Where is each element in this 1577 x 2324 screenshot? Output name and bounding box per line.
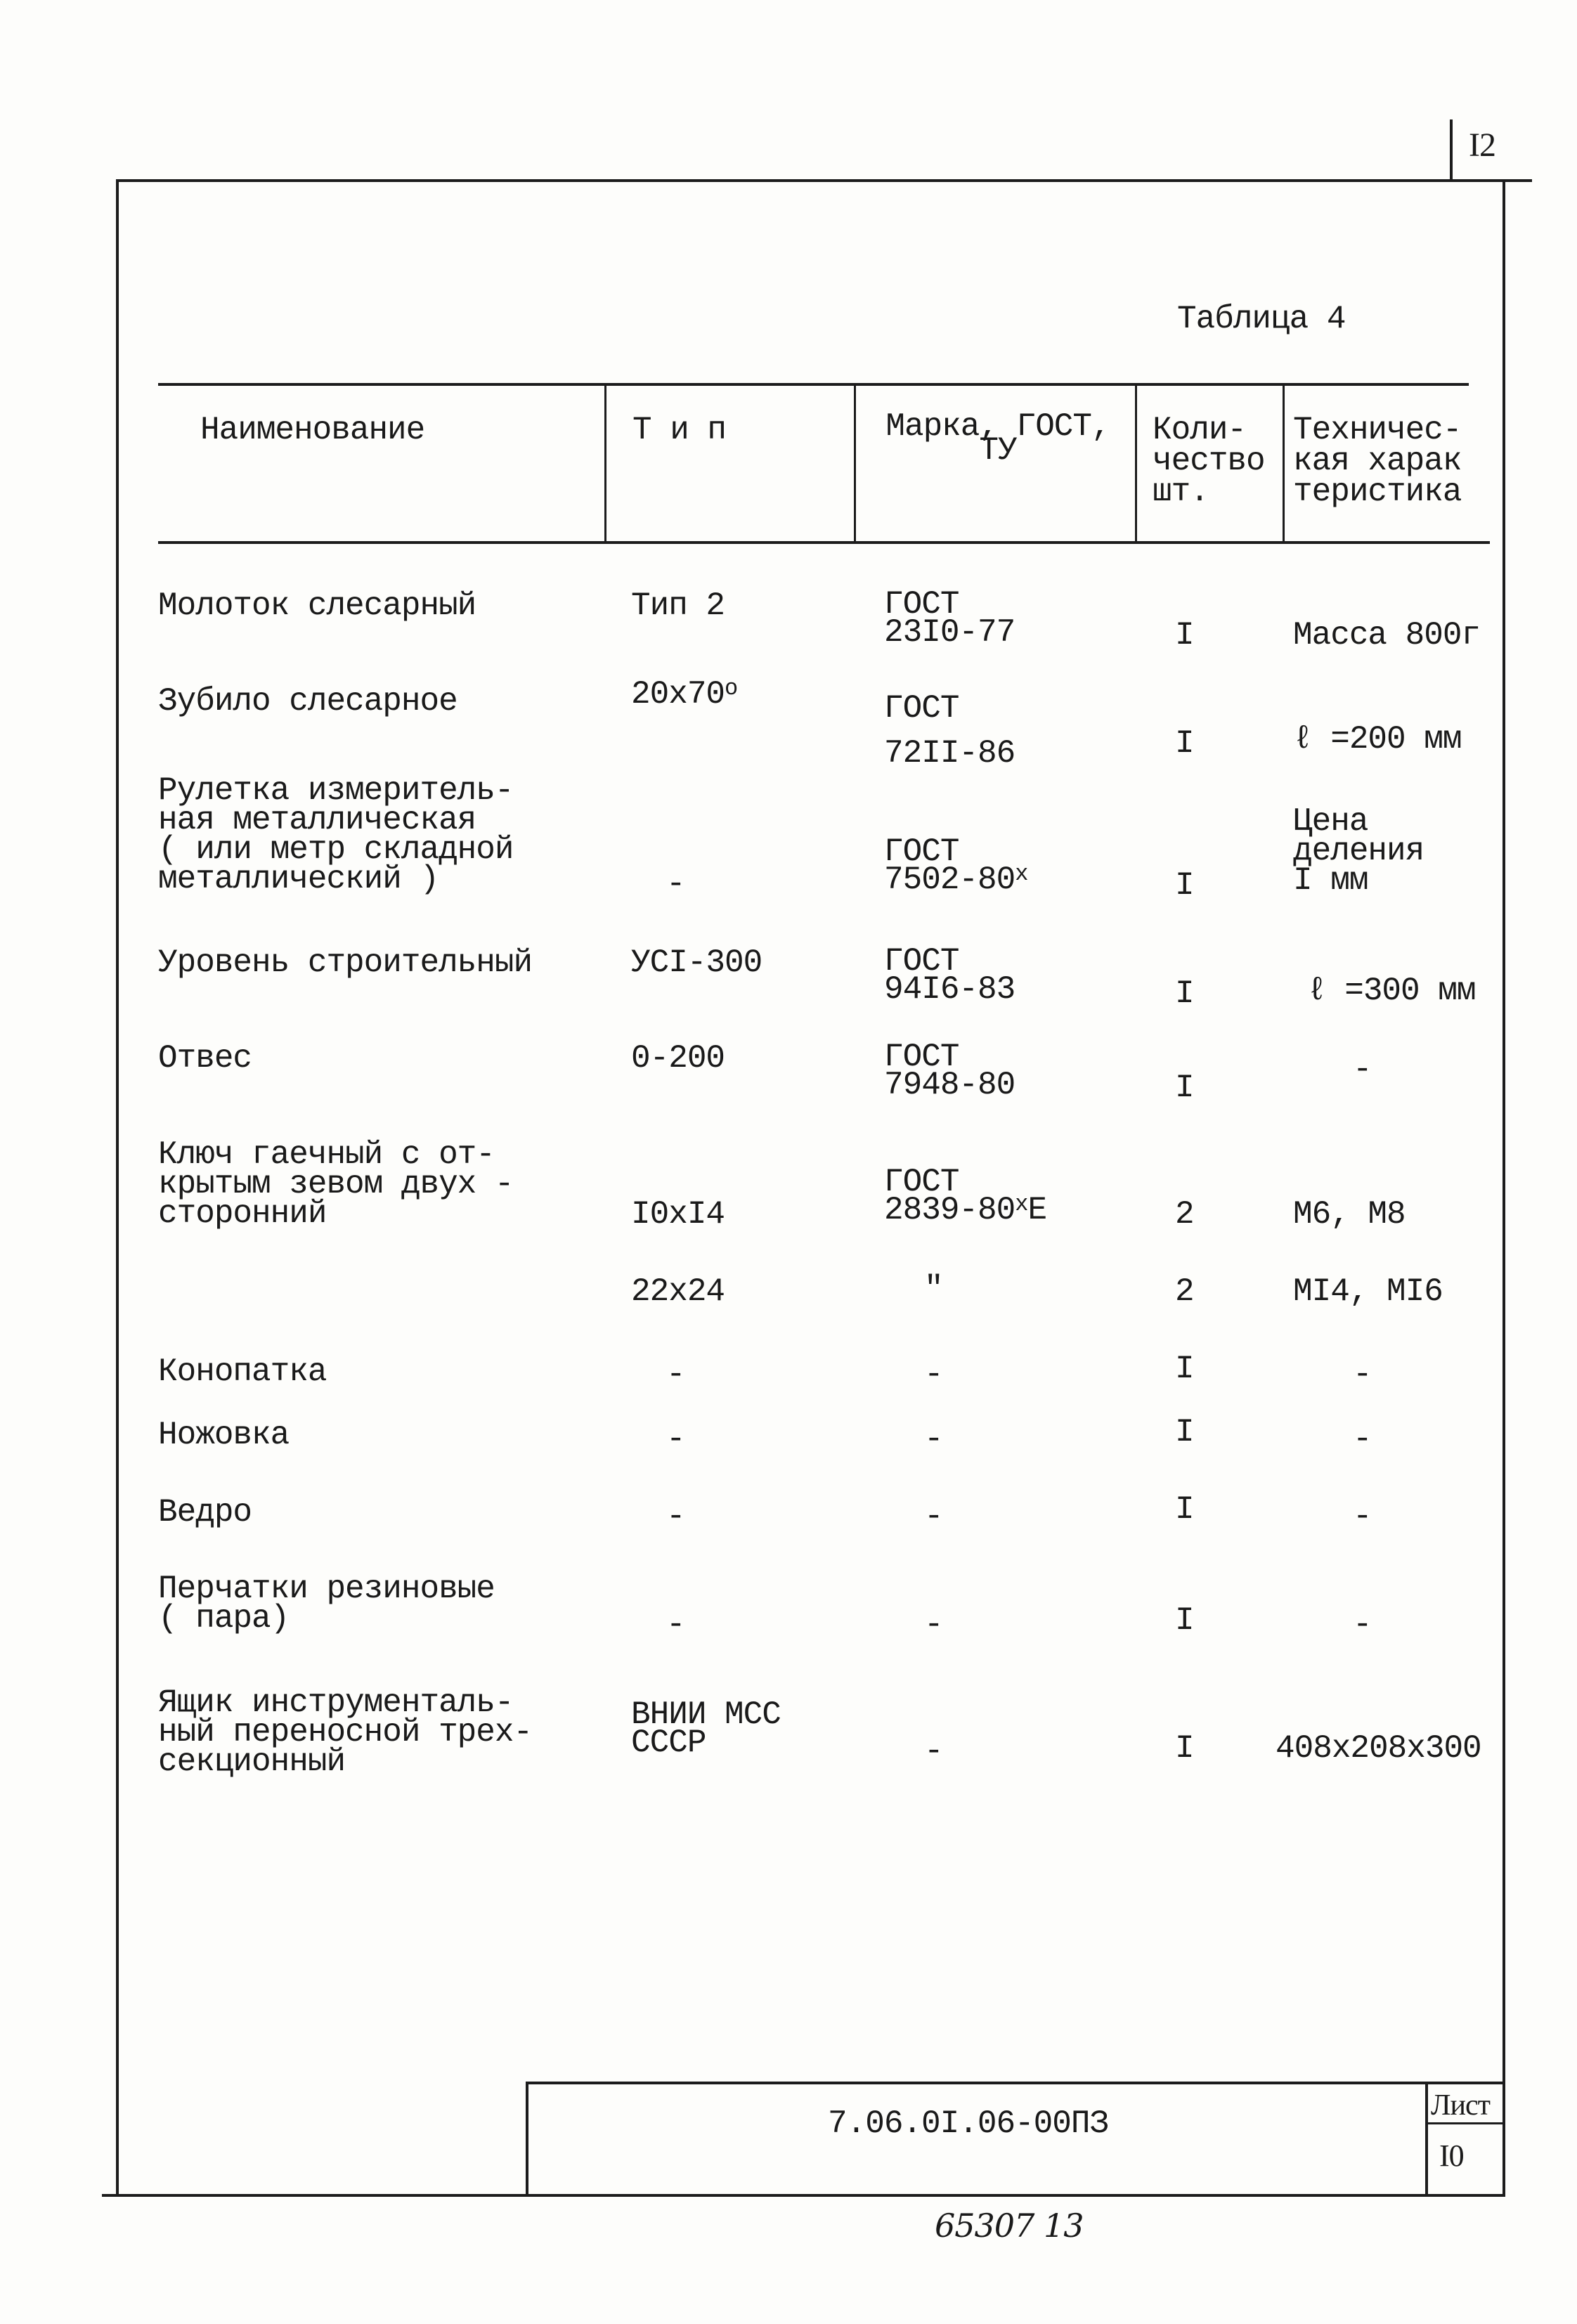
row-12-tech: 408x208x300 xyxy=(1276,1730,1481,1767)
row-9-tech: - xyxy=(1353,1421,1372,1458)
row-12-qty: I xyxy=(1175,1730,1194,1767)
row-11-type: - xyxy=(666,1606,685,1643)
row-1-tech: Масса 800г xyxy=(1293,617,1481,654)
row-6-tech: М6, М8 xyxy=(1293,1196,1406,1233)
header-mark: Марка, ГОСТ, ТУ xyxy=(885,408,1110,469)
row-4-qty: I xyxy=(1175,975,1194,1012)
row-8-type: - xyxy=(666,1356,685,1393)
row-11-name: Перчатки резиновые ( пара) xyxy=(158,1571,495,1637)
row-10-qty: I xyxy=(1175,1491,1194,1528)
row-9-name: Ножовка xyxy=(158,1417,290,1453)
row-4-type: УСI-300 xyxy=(631,944,762,981)
row-11-tech: - xyxy=(1353,1606,1372,1643)
row-1-type: Тип 2 xyxy=(631,588,725,624)
row-12-name: Ящик инструменталь- ный переносной трех- секционный xyxy=(158,1684,533,1780)
row-9-qty: I xyxy=(1175,1414,1194,1450)
row-1-name: Молоток слесарный xyxy=(158,588,476,624)
header-col-sep-2 xyxy=(854,383,856,543)
frame-left xyxy=(116,179,119,2196)
page-number: I2 xyxy=(1469,126,1495,164)
row-7-qty: 2 xyxy=(1175,1273,1194,1310)
header-top-rule xyxy=(158,383,1469,386)
row-4-name: Уровень строительный xyxy=(158,944,533,981)
row-5-tech: - xyxy=(1353,1051,1372,1088)
row-2-name: Зубило слесарное xyxy=(158,683,457,720)
row-1-qty: I xyxy=(1175,617,1194,654)
row-4-tech: ℓ =300 мм xyxy=(1307,973,1476,1009)
header-tech: Техничес- кая харак теристика xyxy=(1293,412,1462,510)
stamp-left-rule xyxy=(526,2082,528,2197)
row-2-type: 20x70$^o$ xyxy=(631,675,738,713)
row-4-mark: ГОСТ 94I6-83 xyxy=(884,943,1015,1008)
row-6-qty: 2 xyxy=(1175,1196,1194,1233)
footer-handwritten-number: 65307 13 xyxy=(935,2207,1084,2245)
row-3-type: - xyxy=(666,866,685,902)
row-5-name: Отвес xyxy=(158,1040,252,1077)
row-8-qty: I xyxy=(1175,1351,1194,1387)
row-12-type: ВНИИ МСС СССР xyxy=(631,1696,781,1761)
row-2-qty: I xyxy=(1175,725,1194,762)
frame-right xyxy=(1503,179,1505,2196)
row-10-mark: - xyxy=(924,1498,943,1535)
row-10-name: Ведро xyxy=(158,1494,252,1531)
row-10-type: - xyxy=(666,1498,685,1535)
row-11-mark: - xyxy=(924,1606,943,1643)
row-6-type: I0xI4 xyxy=(631,1196,725,1233)
header-type: Т и п xyxy=(632,412,727,448)
frame-top xyxy=(116,179,1532,182)
table-title: Таблица 4 xyxy=(1177,301,1346,337)
row-5-qty: I xyxy=(1175,1070,1194,1106)
stamp-top-rule xyxy=(526,2082,1505,2084)
row-2-tech: ℓ =200 мм xyxy=(1293,721,1462,758)
frame-bottom xyxy=(102,2194,1505,2197)
row-3-mark: ГОСТ 7502-80$^x$ xyxy=(884,833,1028,898)
row-11-qty: I xyxy=(1175,1602,1194,1639)
stamp-sheet-number: I0 xyxy=(1439,2138,1464,2173)
row-3-qty: I xyxy=(1175,867,1194,904)
row-8-tech: - xyxy=(1353,1356,1372,1393)
row-5-mark: ГОСТ 7948-80 xyxy=(884,1039,1015,1103)
row-7-type: 22x24 xyxy=(631,1273,725,1310)
stamp-doc-code: 7.06.0I.06-00ПЗ xyxy=(828,2105,1109,2142)
header-bottom-rule xyxy=(158,541,1490,544)
row-1-mark: ГОСТ 23I0-77 xyxy=(884,586,1015,651)
header-name: Наименование xyxy=(200,412,425,448)
header-qty: Коли- чество шт. xyxy=(1153,412,1265,510)
header-col-sep-3 xyxy=(1135,383,1137,543)
row-6-mark: ГОСТ 2839-80$^x$Е xyxy=(884,1164,1047,1228)
header-col-sep-1 xyxy=(604,383,606,543)
row-3-tech: Цена деления I мм xyxy=(1293,803,1425,899)
row-7-mark: " xyxy=(924,1271,943,1307)
stamp-sheet-mid xyxy=(1425,2122,1505,2124)
row-5-type: 0-200 xyxy=(631,1040,725,1077)
row-6-name: Ключ гаечный с от- крытым зевом двух - сторонний xyxy=(158,1136,514,1232)
row-2-mark: ГОСТ 72II-86 xyxy=(884,690,1015,772)
header-col-sep-4 xyxy=(1283,383,1285,543)
stamp-sheet-sep xyxy=(1425,2082,1428,2197)
row-8-name: Конопатка xyxy=(158,1353,327,1390)
row-7-tech: МI4, МI6 xyxy=(1293,1273,1443,1310)
row-9-mark: - xyxy=(924,1421,943,1458)
row-10-tech: - xyxy=(1353,1498,1372,1535)
row-9-type: - xyxy=(666,1421,685,1458)
row-3-name: Рулетка измеритель- ная металлическая ( или метр складной металлический ) xyxy=(158,772,514,897)
row-8-mark: - xyxy=(924,1356,943,1393)
page-number-divider xyxy=(1450,119,1453,181)
stamp-sheet-label: Лист xyxy=(1431,2089,1490,2122)
row-12-mark: - xyxy=(924,1733,943,1770)
